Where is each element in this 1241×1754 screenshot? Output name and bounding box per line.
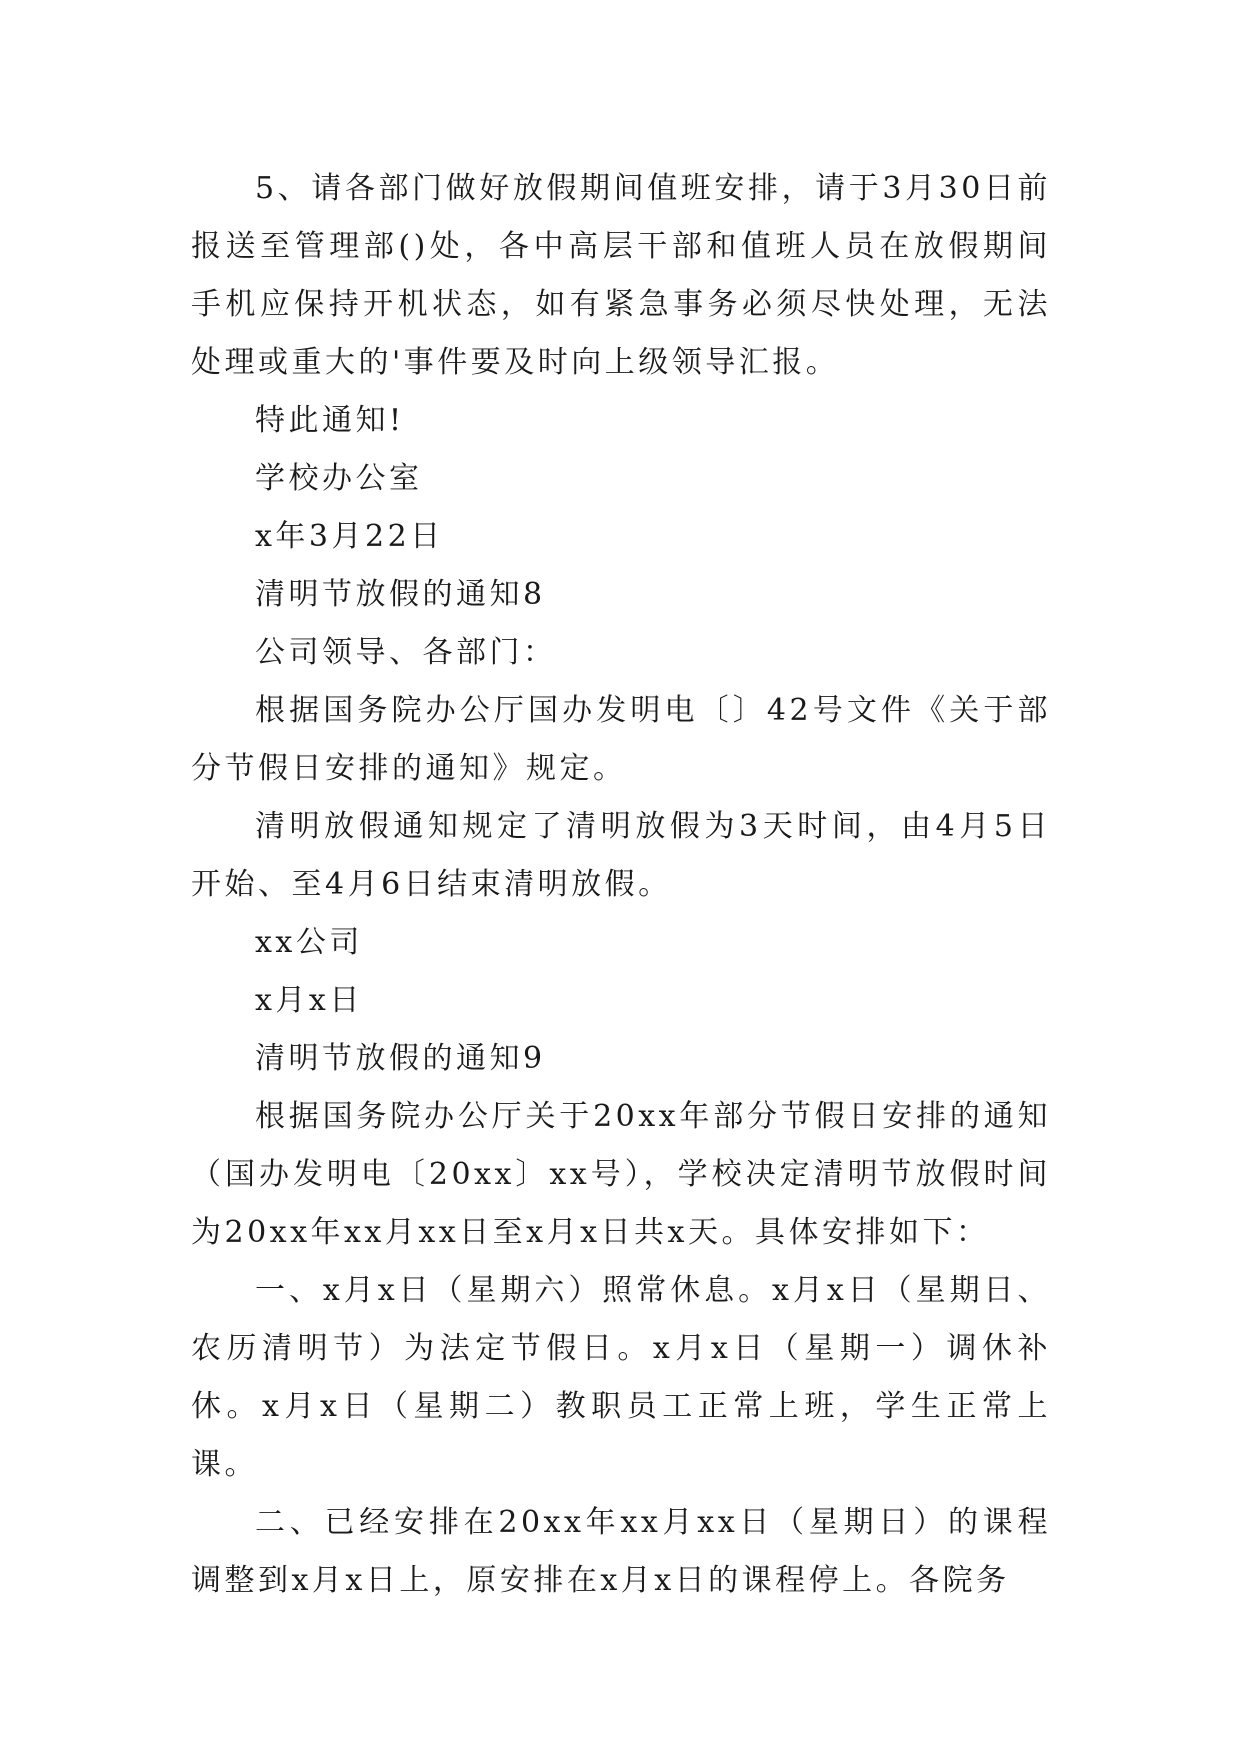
paragraph-basis: 根据国务院办公厅国办发明电〔〕42号文件《关于部分节假日安排的通知》规定。: [191, 693, 1051, 786]
paragraph-item-2: 二、已经安排在20xx年xx月xx日（星期日）的课程调整到x月x日上，原安排在x月x日的课程停上。各院务: [191, 1505, 1051, 1598]
issuer-school-office: 学校办公室: [255, 461, 423, 496]
company-date: x月x日: [255, 983, 363, 1018]
paragraph-duty-arrangement: 5、请各部门做好放假期间值班安排，请于3月30日前报送至管理部()处，各中高层干部和值班人员在放假期间手机应保持开机状态，如有紧急事务必须尽快处理，无法处理或重大的'事件要及时向上级领导汇报。: [191, 171, 1051, 380]
notice-heading-9: 清明节放假的通知9: [255, 1041, 546, 1076]
salutation: 公司领导、各部门：: [255, 635, 557, 670]
notice-heading-8: 清明节放假的通知8: [255, 577, 546, 612]
issue-date: x年3月22日: [255, 519, 444, 554]
paragraph-holiday-period: 清明放假通知规定了清明放假为3天时间，由4月5日开始、至4月6日结束清明放假。: [191, 809, 1051, 902]
document-body: [191, 160, 1051, 1610]
issuer-company: xx公司: [255, 925, 363, 960]
paragraph-item-1: 一、x月x日（星期六）照常休息。x月x日（星期日、农历清明节）为法定节假日。x月x日（星期一）调休补休。x月x日（星期二）教职员工正常上班，学生正常上课。: [191, 1273, 1051, 1482]
paragraph-school-decision: 根据国务院办公厅关于20xx年部分节假日安排的通知（国办发明电〔20xx〕xx号），学校决定清明节放假时间为20xx年xx月xx日至x月x日共x天。具体安排如下：: [191, 1099, 1051, 1250]
closing-remark: 特此通知!: [255, 403, 405, 438]
